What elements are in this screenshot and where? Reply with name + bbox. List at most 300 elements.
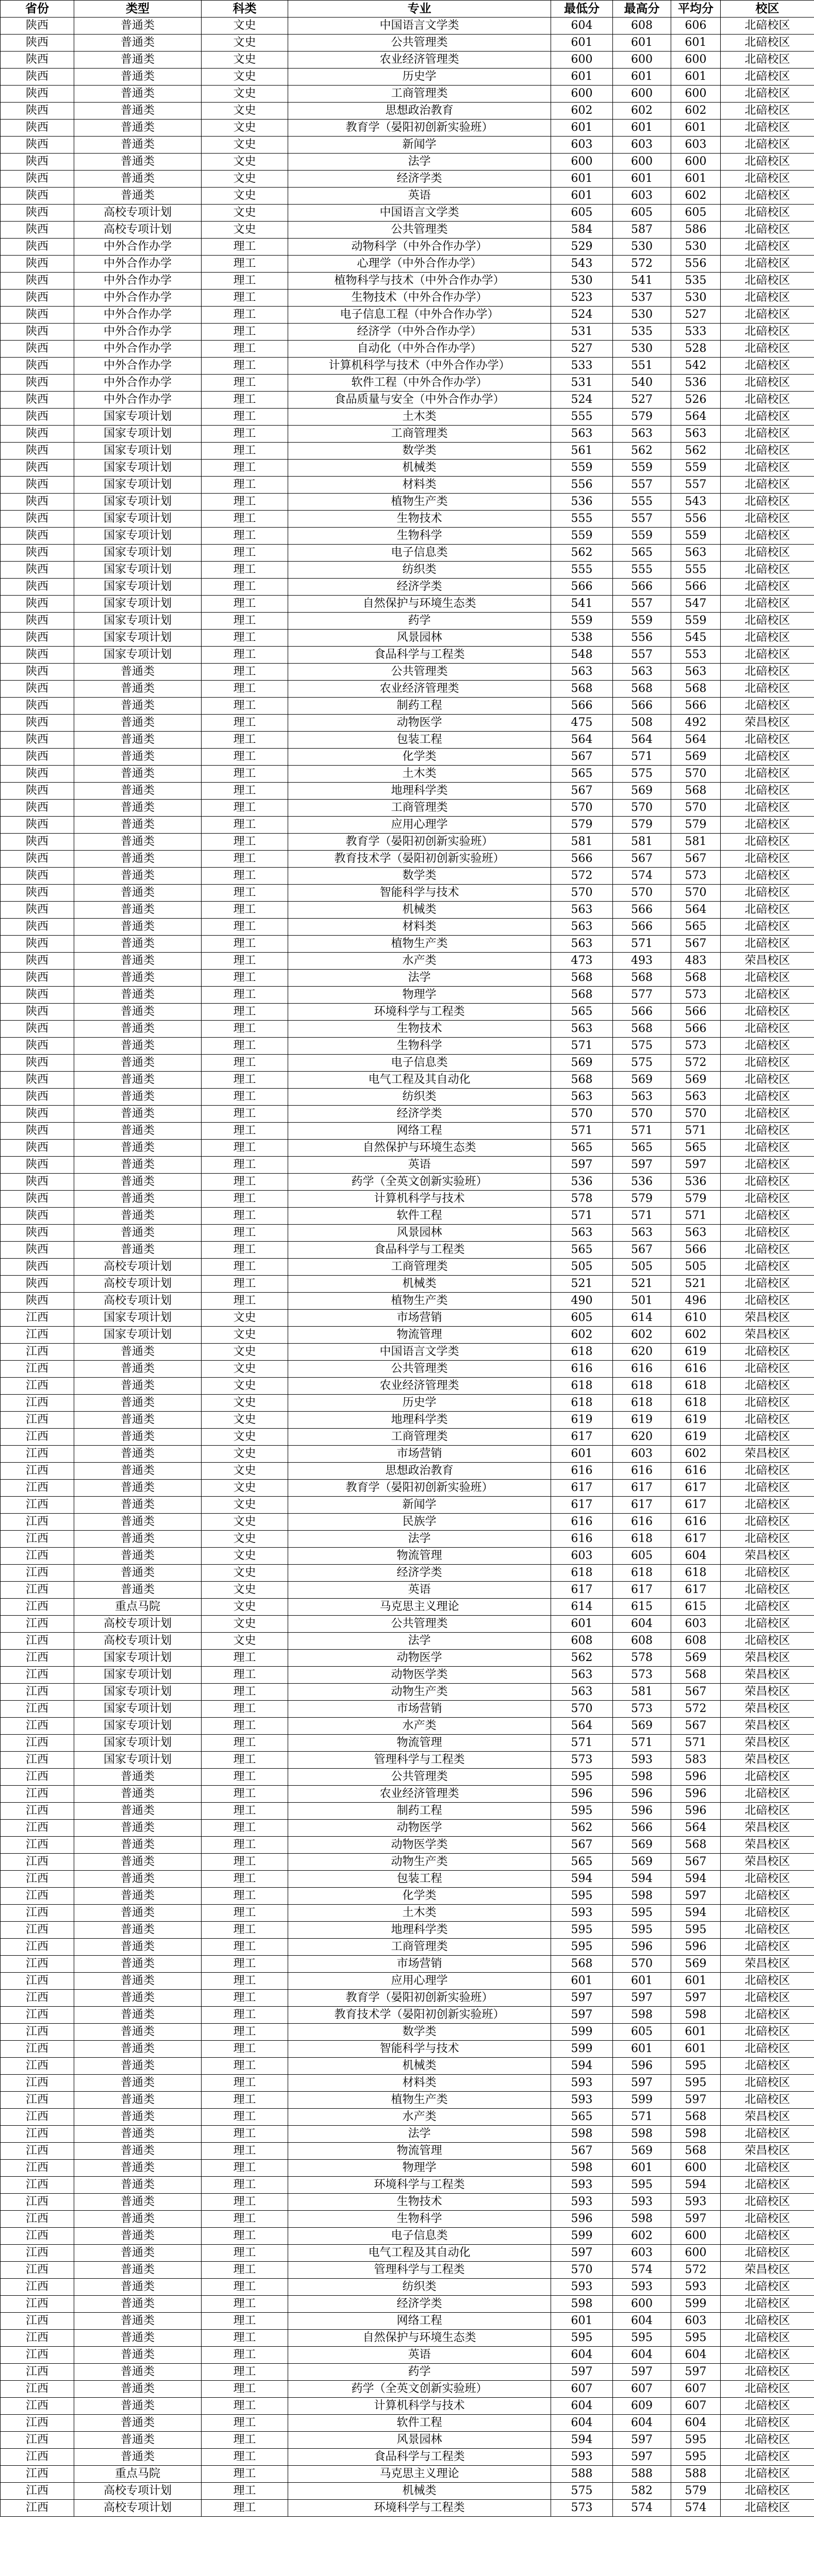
cell-max-score: 569 <box>613 1718 671 1735</box>
cell-major: 经济学类 <box>288 1565 551 1582</box>
cell-campus: 北碚校区 <box>721 426 814 443</box>
cell-campus: 北碚校区 <box>721 2041 814 2058</box>
cell-min-score: 571 <box>551 1735 613 1752</box>
cell-major: 计算机科学与技术（中外合作办学） <box>288 358 551 375</box>
cell-major: 马克思主义理论 <box>288 1599 551 1616</box>
cell-type: 普通类 <box>74 2432 202 2449</box>
cell-avg-score: 569 <box>671 1650 721 1667</box>
cell-province: 江西 <box>1 2364 74 2381</box>
cell-major: 经济学（中外合作办学） <box>288 324 551 341</box>
cell-province: 陕西 <box>1 426 74 443</box>
cell-province: 陕西 <box>1 936 74 953</box>
cell-max-score: 597 <box>613 2364 671 2381</box>
cell-category: 理工 <box>202 1701 288 1718</box>
table-row <box>1 1497 814 1514</box>
cell-category: 理工 <box>202 851 288 868</box>
cell-min-score: 595 <box>551 1769 613 1786</box>
cell-category: 理工 <box>202 1871 288 1888</box>
cell-type: 普通类 <box>74 2211 202 2228</box>
cell-category: 理工 <box>202 1837 288 1854</box>
cell-province: 陕西 <box>1 511 74 528</box>
cell-min-score: 566 <box>551 698 613 715</box>
cell-max-score: 566 <box>613 919 671 936</box>
cell-min-score: 596 <box>551 1786 613 1803</box>
cell-max-score: 521 <box>613 1276 671 1293</box>
cell-category: 理工 <box>202 1038 288 1055</box>
table-row <box>1 239 814 256</box>
table-row <box>1 392 814 409</box>
cell-major: 新闻学 <box>288 137 551 154</box>
table-row <box>1 1055 814 1072</box>
table-row <box>1 817 814 834</box>
cell-max-score: 570 <box>613 1956 671 1973</box>
cell-type: 普通类 <box>74 2177 202 2194</box>
table-row <box>1 273 814 290</box>
cell-province: 陕西 <box>1 1106 74 1123</box>
cell-province: 陕西 <box>1 1242 74 1259</box>
cell-type: 国家专项计划 <box>74 494 202 511</box>
cell-max-score: 571 <box>613 749 671 766</box>
cell-type: 普通类 <box>74 2449 202 2466</box>
cell-max-score: 569 <box>613 1837 671 1854</box>
cell-avg-score: 596 <box>671 1786 721 1803</box>
cell-avg-score: 619 <box>671 1429 721 1446</box>
cell-category: 理工 <box>202 749 288 766</box>
cell-avg-score: 601 <box>671 171 721 188</box>
cell-type: 国家专项计划 <box>74 477 202 494</box>
cell-max-score: 571 <box>613 2109 671 2126</box>
cell-major: 水产类 <box>288 953 551 970</box>
table-row <box>1 375 814 392</box>
cell-max-score: 571 <box>613 1123 671 1140</box>
cell-major: 电子信息工程（中外合作办学） <box>288 307 551 324</box>
cell-max-score: 556 <box>613 630 671 647</box>
cell-avg-score: 579 <box>671 2483 721 2500</box>
cell-province: 陕西 <box>1 256 74 273</box>
cell-max-score: 570 <box>613 1106 671 1123</box>
cell-province: 陕西 <box>1 1174 74 1191</box>
cell-major: 自动化（中外合作办学） <box>288 341 551 358</box>
cell-type: 国家专项计划 <box>74 1667 202 1684</box>
table-row <box>1 2092 814 2109</box>
cell-province: 江西 <box>1 2075 74 2092</box>
cell-category: 文史 <box>202 103 288 120</box>
cell-major: 环境科学与工程类 <box>288 1004 551 1021</box>
header-row <box>1 1 814 18</box>
cell-category: 文史 <box>202 188 288 205</box>
cell-type: 普通类 <box>74 987 202 1004</box>
cell-min-score: 505 <box>551 1259 613 1276</box>
cell-max-score: 598 <box>613 2211 671 2228</box>
cell-campus: 荣昌校区 <box>721 1854 814 1871</box>
cell-min-score: 475 <box>551 715 613 732</box>
cell-type: 普通类 <box>74 103 202 120</box>
cell-province: 江西 <box>1 1378 74 1395</box>
header-max-score: 最高分 <box>613 1 671 18</box>
table-row <box>1 1191 814 1208</box>
cell-province: 陕西 <box>1 715 74 732</box>
cell-avg-score: 602 <box>671 1446 721 1463</box>
cell-major: 民族学 <box>288 1514 551 1531</box>
cell-avg-score: 535 <box>671 273 721 290</box>
table-row <box>1 2449 814 2466</box>
cell-avg-score: 527 <box>671 307 721 324</box>
cell-min-score: 601 <box>551 1446 613 1463</box>
table-row <box>1 2262 814 2279</box>
cell-province: 陕西 <box>1 562 74 579</box>
cell-campus: 北碚校区 <box>721 222 814 239</box>
cell-min-score: 556 <box>551 477 613 494</box>
cell-campus: 北碚校区 <box>721 1939 814 1956</box>
cell-campus: 北碚校区 <box>721 1242 814 1259</box>
cell-province: 陕西 <box>1 1140 74 1157</box>
cell-max-score: 563 <box>613 1225 671 1242</box>
cell-max-score: 607 <box>613 2381 671 2398</box>
cell-type: 普通类 <box>74 2381 202 2398</box>
cell-province: 陕西 <box>1 290 74 307</box>
table-row <box>1 120 814 137</box>
cell-category: 理工 <box>202 1667 288 1684</box>
cell-campus: 北碚校区 <box>721 1990 814 2007</box>
cell-type: 普通类 <box>74 1038 202 1055</box>
cell-max-score: 616 <box>613 1361 671 1378</box>
table-row <box>1 188 814 205</box>
cell-type: 国家专项计划 <box>74 647 202 664</box>
cell-major: 数学类 <box>288 443 551 460</box>
cell-category: 文史 <box>202 222 288 239</box>
cell-max-score: 618 <box>613 1565 671 1582</box>
cell-category: 文史 <box>202 1412 288 1429</box>
cell-major: 新闻学 <box>288 1497 551 1514</box>
cell-min-score: 595 <box>551 1922 613 1939</box>
cell-type: 普通类 <box>74 1820 202 1837</box>
table-row <box>1 2041 814 2058</box>
table-row <box>1 1514 814 1531</box>
cell-province: 陕西 <box>1 494 74 511</box>
cell-max-score: 577 <box>613 987 671 1004</box>
cell-major: 土木类 <box>288 766 551 783</box>
cell-type: 普通类 <box>74 86 202 103</box>
cell-province: 陕西 <box>1 1021 74 1038</box>
cell-type: 普通类 <box>74 1242 202 1259</box>
cell-min-score: 570 <box>551 1106 613 1123</box>
cell-major: 管理科学与工程类 <box>288 2262 551 2279</box>
cell-avg-score: 571 <box>671 1208 721 1225</box>
cell-major: 生物技术 <box>288 511 551 528</box>
cell-province: 陕西 <box>1 851 74 868</box>
cell-min-score: 594 <box>551 1871 613 1888</box>
cell-category: 理工 <box>202 2432 288 2449</box>
cell-min-score: 555 <box>551 409 613 426</box>
cell-category: 文史 <box>202 120 288 137</box>
cell-avg-score: 594 <box>671 1871 721 1888</box>
cell-major: 地理科学类 <box>288 1412 551 1429</box>
cell-major: 应用心理学 <box>288 817 551 834</box>
cell-type: 国家专项计划 <box>74 1310 202 1327</box>
cell-avg-score: 568 <box>671 2143 721 2160</box>
cell-province: 陕西 <box>1 902 74 919</box>
cell-min-score: 597 <box>551 2007 613 2024</box>
cell-category: 理工 <box>202 2160 288 2177</box>
cell-campus: 北碚校区 <box>721 613 814 630</box>
cell-type: 普通类 <box>74 2398 202 2415</box>
cell-min-score: 597 <box>551 1157 613 1174</box>
cell-category: 文史 <box>202 1429 288 1446</box>
cell-max-score: 530 <box>613 307 671 324</box>
table-row <box>1 69 814 86</box>
cell-category: 理工 <box>202 2126 288 2143</box>
table-row <box>1 1803 814 1820</box>
cell-campus: 北碚校区 <box>721 1514 814 1531</box>
cell-type: 普通类 <box>74 1905 202 1922</box>
cell-campus: 北碚校区 <box>721 1055 814 1072</box>
cell-category: 理工 <box>202 239 288 256</box>
cell-major: 食品科学与工程类 <box>288 1242 551 1259</box>
cell-max-score: 537 <box>613 290 671 307</box>
cell-major: 中国语言文学类 <box>288 205 551 222</box>
cell-province: 江西 <box>1 2211 74 2228</box>
cell-province: 陕西 <box>1 120 74 137</box>
cell-max-score: 508 <box>613 715 671 732</box>
table-row <box>1 2330 814 2347</box>
cell-province: 江西 <box>1 1701 74 1718</box>
cell-category: 文史 <box>202 171 288 188</box>
cell-min-score: 588 <box>551 2466 613 2483</box>
cell-max-score: 557 <box>613 477 671 494</box>
cell-max-score: 501 <box>613 1293 671 1310</box>
cell-category: 理工 <box>202 1072 288 1089</box>
cell-avg-score: 579 <box>671 1191 721 1208</box>
cell-type: 国家专项计划 <box>74 1327 202 1344</box>
table-row <box>1 2347 814 2364</box>
cell-avg-score: 598 <box>671 2126 721 2143</box>
cell-category: 理工 <box>202 2092 288 2109</box>
cell-type: 普通类 <box>74 2194 202 2211</box>
cell-type: 普通类 <box>74 800 202 817</box>
cell-max-score: 600 <box>613 86 671 103</box>
cell-campus: 北碚校区 <box>721 290 814 307</box>
cell-campus: 北碚校区 <box>721 1633 814 1650</box>
cell-category: 理工 <box>202 919 288 936</box>
cell-category: 理工 <box>202 1089 288 1106</box>
cell-category: 理工 <box>202 1106 288 1123</box>
cell-major: 药学（全英文创新实验班） <box>288 2381 551 2398</box>
cell-category: 理工 <box>202 902 288 919</box>
cell-category: 理工 <box>202 1769 288 1786</box>
cell-min-score: 561 <box>551 443 613 460</box>
cell-campus: 北碚校区 <box>721 2177 814 2194</box>
cell-major: 植物生产类 <box>288 494 551 511</box>
cell-campus: 北碚校区 <box>721 1191 814 1208</box>
table-row <box>1 1888 814 1905</box>
cell-max-score: 574 <box>613 2500 671 2517</box>
table-row <box>1 511 814 528</box>
cell-category: 理工 <box>202 681 288 698</box>
cell-min-score: 570 <box>551 885 613 902</box>
cell-type: 高校专项计划 <box>74 1276 202 1293</box>
cell-province: 江西 <box>1 1973 74 1990</box>
cell-category: 理工 <box>202 1242 288 1259</box>
cell-category: 理工 <box>202 1225 288 1242</box>
cell-category: 理工 <box>202 2279 288 2296</box>
cell-category: 理工 <box>202 936 288 953</box>
cell-min-score: 571 <box>551 1208 613 1225</box>
cell-campus: 北碚校区 <box>721 2313 814 2330</box>
table-row <box>1 987 814 1004</box>
table-row <box>1 2075 814 2092</box>
cell-type: 国家专项计划 <box>74 1650 202 1667</box>
table-row <box>1 1854 814 1871</box>
cell-min-score: 567 <box>551 783 613 800</box>
cell-major: 市场营销 <box>288 1446 551 1463</box>
cell-campus: 北碚校区 <box>721 681 814 698</box>
cell-max-score: 603 <box>613 2245 671 2262</box>
cell-type: 普通类 <box>74 1548 202 1565</box>
cell-major: 中国语言文学类 <box>288 18 551 35</box>
cell-max-score: 567 <box>613 1242 671 1259</box>
cell-category: 理工 <box>202 545 288 562</box>
cell-campus: 北碚校区 <box>721 1412 814 1429</box>
cell-min-score: 566 <box>551 851 613 868</box>
cell-min-score: 601 <box>551 35 613 52</box>
cell-max-score: 571 <box>613 1735 671 1752</box>
table-body <box>1 18 814 2517</box>
cell-campus: 北碚校区 <box>721 477 814 494</box>
cell-min-score: 571 <box>551 1123 613 1140</box>
cell-campus: 北碚校区 <box>721 2075 814 2092</box>
cell-avg-score: 605 <box>671 205 721 222</box>
cell-min-score: 490 <box>551 1293 613 1310</box>
cell-category: 理工 <box>202 562 288 579</box>
cell-campus: 北碚校区 <box>721 409 814 426</box>
cell-max-score: 595 <box>613 1905 671 1922</box>
cell-province: 陕西 <box>1 443 74 460</box>
cell-avg-score: 528 <box>671 341 721 358</box>
cell-category: 理工 <box>202 834 288 851</box>
table-row <box>1 800 814 817</box>
cell-major: 教育学（晏阳初创新实验班） <box>288 120 551 137</box>
cell-type: 普通类 <box>74 953 202 970</box>
cell-min-score: 593 <box>551 1905 613 1922</box>
cell-province: 江西 <box>1 2245 74 2262</box>
cell-max-score: 601 <box>613 2160 671 2177</box>
cell-type: 普通类 <box>74 1174 202 1191</box>
cell-category: 文史 <box>202 1378 288 1395</box>
cell-type: 普通类 <box>74 902 202 919</box>
cell-category: 理工 <box>202 2041 288 2058</box>
cell-type: 普通类 <box>74 936 202 953</box>
table-row <box>1 596 814 613</box>
cell-category: 理工 <box>202 2245 288 2262</box>
cell-max-score: 536 <box>613 1174 671 1191</box>
cell-max-score: 527 <box>613 392 671 409</box>
cell-major: 电子信息类 <box>288 2228 551 2245</box>
cell-province: 江西 <box>1 2092 74 2109</box>
cell-campus: 北碚校区 <box>721 1021 814 1038</box>
cell-type: 普通类 <box>74 52 202 69</box>
cell-avg-score: 595 <box>671 1922 721 1939</box>
cell-min-score: 562 <box>551 1650 613 1667</box>
cell-province: 江西 <box>1 1735 74 1752</box>
cell-type: 普通类 <box>74 1089 202 1106</box>
cell-category: 理工 <box>202 2211 288 2228</box>
cell-province: 陕西 <box>1 579 74 596</box>
cell-type: 普通类 <box>74 2347 202 2364</box>
cell-type: 普通类 <box>74 1446 202 1463</box>
table-row <box>1 1038 814 1055</box>
cell-campus: 北碚校区 <box>721 2381 814 2398</box>
cell-province: 陕西 <box>1 188 74 205</box>
cell-min-score: 594 <box>551 2432 613 2449</box>
cell-type: 普通类 <box>74 1344 202 1361</box>
cell-avg-score: 596 <box>671 1939 721 1956</box>
cell-category: 文史 <box>202 1582 288 1599</box>
cell-category: 理工 <box>202 1684 288 1701</box>
cell-max-score: 587 <box>613 222 671 239</box>
cell-min-score: 599 <box>551 2228 613 2245</box>
cell-campus: 北碚校区 <box>721 2330 814 2347</box>
cell-category: 文史 <box>202 154 288 171</box>
cell-major: 自然保护与环境生态类 <box>288 596 551 613</box>
cell-campus: 北碚校区 <box>721 1531 814 1548</box>
cell-type: 普通类 <box>74 18 202 35</box>
cell-campus: 北碚校区 <box>721 1293 814 1310</box>
table-row <box>1 358 814 375</box>
cell-category: 理工 <box>202 2177 288 2194</box>
cell-min-score: 597 <box>551 2364 613 2381</box>
cell-min-score: 614 <box>551 1599 613 1616</box>
cell-campus: 荣昌校区 <box>721 1820 814 1837</box>
table-row <box>1 324 814 341</box>
cell-type: 普通类 <box>74 1480 202 1497</box>
cell-category: 理工 <box>202 1259 288 1276</box>
cell-campus: 北碚校区 <box>721 494 814 511</box>
cell-campus: 荣昌校区 <box>721 1446 814 1463</box>
cell-campus: 北碚校区 <box>721 1599 814 1616</box>
cell-max-score: 598 <box>613 1888 671 1905</box>
cell-campus: 北碚校区 <box>721 18 814 35</box>
cell-province: 江西 <box>1 1531 74 1548</box>
cell-type: 普通类 <box>74 681 202 698</box>
cell-campus: 北碚校区 <box>721 800 814 817</box>
cell-avg-score: 505 <box>671 1259 721 1276</box>
cell-campus: 北碚校区 <box>721 919 814 936</box>
table-row <box>1 2296 814 2313</box>
cell-campus: 北碚校区 <box>721 1072 814 1089</box>
table-row <box>1 1667 814 1684</box>
cell-type: 普通类 <box>74 1769 202 1786</box>
cell-category: 理工 <box>202 2398 288 2415</box>
cell-major: 材料类 <box>288 2075 551 2092</box>
cell-category: 理工 <box>202 630 288 647</box>
cell-category: 理工 <box>202 970 288 987</box>
cell-campus: 北碚校区 <box>721 2007 814 2024</box>
cell-type: 普通类 <box>74 1956 202 1973</box>
table-row <box>1 2109 814 2126</box>
cell-min-score: 562 <box>551 545 613 562</box>
cell-category: 理工 <box>202 2109 288 2126</box>
cell-province: 江西 <box>1 2415 74 2432</box>
cell-province: 陕西 <box>1 86 74 103</box>
cell-max-score: 596 <box>613 2058 671 2075</box>
cell-province: 江西 <box>1 1939 74 1956</box>
cell-campus: 荣昌校区 <box>721 715 814 732</box>
cell-min-score: 541 <box>551 596 613 613</box>
cell-type: 普通类 <box>74 2007 202 2024</box>
cell-avg-score: 597 <box>671 2211 721 2228</box>
cell-category: 理工 <box>202 953 288 970</box>
cell-category: 理工 <box>202 1888 288 1905</box>
